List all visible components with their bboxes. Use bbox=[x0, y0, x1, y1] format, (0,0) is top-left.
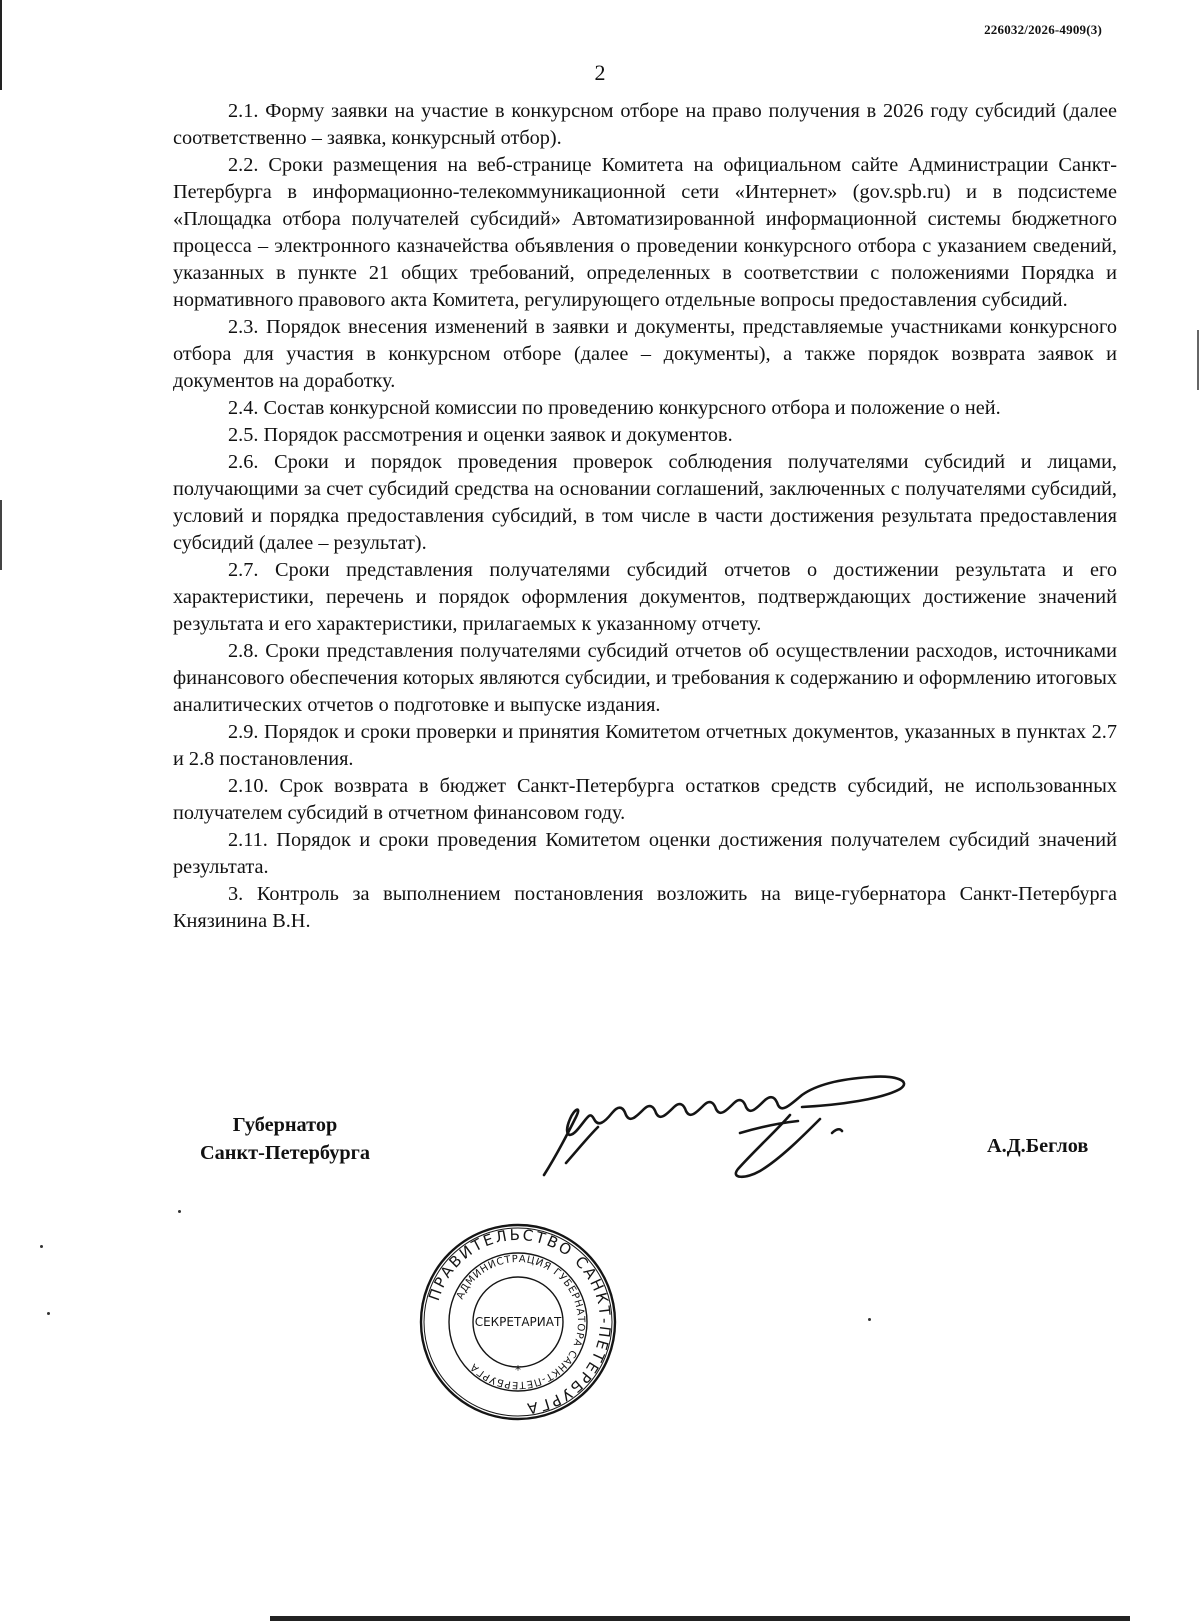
scan-speck bbox=[868, 1318, 871, 1321]
paragraph-2-6: 2.6. Сроки и порядок проведения проверок соблюдения получателями субсидий и лицами, получающими за счет субсидий средства на основании соглашений, заключенных с получателями субсидий, условий и порядка предоставления субсидий, в том числе в части достижения результата предоставления субсидий (далее – результат). bbox=[173, 451, 1117, 554]
scan-speck bbox=[47, 1312, 50, 1315]
scan-speck bbox=[40, 1245, 43, 1248]
signatory-name: А.Д.Беглов bbox=[987, 1135, 1089, 1157]
paragraph-2-5: 2.5. Порядок рассмотрения и оценки заявок и документов. bbox=[228, 424, 733, 446]
seal-inner-text: АДМИНИСТРАЦИЯ ГУБЕРНАТОРА САНКТ-ПЕТЕРБУРГА bbox=[454, 1253, 587, 1391]
page-number: 2 bbox=[594, 60, 606, 85]
paragraph-2-1: 2.1. Форму заявки на участие в конкурсном отборе на право получения в 2026 году субсидий (далее соответственно – заявка, конкурсный отбор). bbox=[173, 100, 1117, 149]
seal-center-text: СЕКРЕТАРИАТ bbox=[474, 1315, 562, 1329]
document-body bbox=[173, 98, 1117, 935]
scan-bottom-edge bbox=[270, 1616, 1130, 1621]
paragraph-2-2: 2.2. Сроки размещения на веб-странице Комитета на официальном сайте Администрации Санкт-Петербурга в информационно-телекоммуникационной сети «Интернет» (gov.spb.ru) и в подсистеме «Площадка отбора получателей субсидий» Автоматизированной информационной системы бюджетного процесса – электронного казначейства объявления о проведении конкурсного отбора с указанием сведений, указанных в пункте 21 общих требований, определенных в соответствии с положениями Порядка и нормативного правового акта Комитета, регулирующего отдельные вопросы предоставления субсидий. bbox=[173, 154, 1117, 311]
paragraph-2-7: 2.7. Сроки представления получателями субсидий отчетов о достижении результата и его характеристики, перечень и порядок оформления документов, подтверждающих достижение значений результата и его характеристики, прилагаемых к указанному отчету. bbox=[173, 559, 1117, 635]
official-seal bbox=[418, 1222, 618, 1422]
paragraph-2-3: 2.3. Порядок внесения изменений в заявки и документы, представляемые участниками конкурсного отбора для участия в конкурсном отборе (далее – документы), а также порядок возврата заявок и документов на доработку. bbox=[173, 316, 1117, 392]
paragraph-2-4: 2.4. Состав конкурсной комиссии по проведению конкурсного отбора и положение о ней. bbox=[228, 397, 1001, 419]
scan-edge-mark bbox=[0, 500, 2, 570]
paragraph-2-10: 2.10. Срок возврата в бюджет Санкт-Петербурга остатков средств субсидий, не использованных получателем субсидий в отчетном финансовом году. bbox=[173, 775, 1117, 824]
scan-speck bbox=[178, 1210, 181, 1213]
seal-star-icon: * bbox=[515, 1363, 521, 1377]
handwritten-signature bbox=[540, 1075, 960, 1185]
paragraph-2-11: 2.11. Порядок и сроки проведения Комитетом оценки достижения получателем субсидий значений результата. bbox=[173, 829, 1117, 878]
paragraph-2-8: 2.8. Сроки представления получателями субсидий отчетов об осуществлении расходов, источниками финансового обеспечения которых являются субсидии, и требования к содержанию и оформлению итоговых аналитических отчетов о подготовке и выпуске издания. bbox=[173, 640, 1117, 716]
signatory-title-line-1: Губернатор bbox=[232, 1114, 338, 1136]
signatory-title bbox=[175, 1111, 395, 1167]
paragraph-2-9: 2.9. Порядок и сроки проверки и принятия Комитетом отчетных документов, указанных в пунктах 2.7 и 2.8 постановления. bbox=[173, 721, 1117, 770]
seal-outer-text: ПРАВИТЕЛЬСТВО САНКТ-ПЕТЕРБУРГА bbox=[425, 1225, 615, 1418]
signatory-title-line-2: Санкт-Петербурга bbox=[199, 1142, 371, 1164]
scan-edge-mark bbox=[1197, 330, 1199, 390]
document-registration-number: 226032/2026-4909(3) bbox=[984, 22, 1102, 37]
paragraph-3: 3. Контроль за выполнением постановления возложить на вице-губернатора Санкт-Петербурга Князинина В.Н. bbox=[173, 883, 1117, 932]
